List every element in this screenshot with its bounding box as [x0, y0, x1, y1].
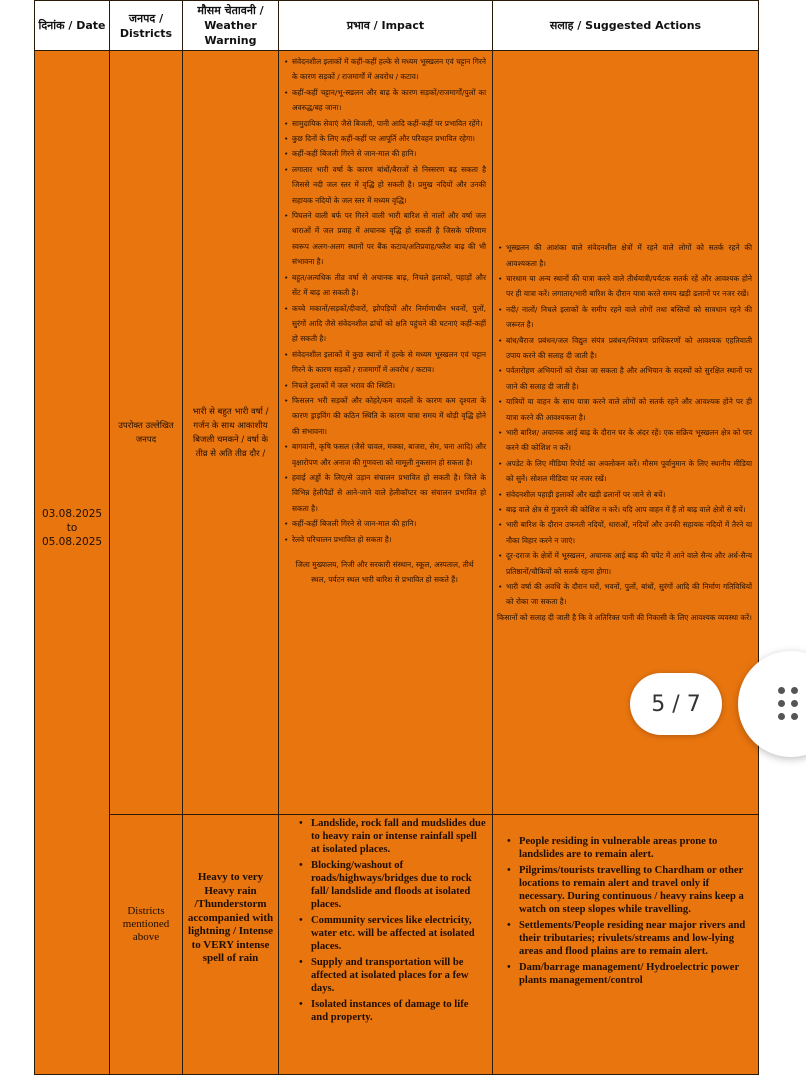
list-item: • भारी बारिश/ अचानक आई बाढ़ के दौरान घर के अंदर रहें। एक सक्रिय भूस्खलन क्षेत्र को पार करने की कोशिश न करें।	[497, 425, 752, 456]
list-item: • Blocking/washout of roads/highways/bridges due to rock fall/ landslide and floods at isolated places.	[299, 859, 486, 911]
actions-english	[493, 815, 759, 1075]
list-item: • फिसलन भरी सड़कों और कोहरे/कम बादलों के कारण कम दृश्यता के कारण ड्राइविंग की कठिन स्थिति के कारण यात्रा समय में थोड़ी वृद्धि होने की संभावना।	[283, 393, 486, 439]
list-item: • Landslide, rock fall and mudslides due to heavy rain or intense rainfall spell at isolated places.	[299, 817, 486, 856]
list-item: • People residing in vulnerable areas prone to landslides are to remain alert.	[507, 835, 752, 861]
header-districts: जनपद / Districts	[110, 1, 183, 51]
list-item: • रेलवे परिचालन प्रभावित हो सकता है।	[283, 532, 486, 547]
list-item: • कहीं-कहीं बिजली गिरने से जान-माल की हानि।	[283, 516, 486, 531]
date-cell	[35, 51, 110, 1075]
list-item: • सामुदायिक सेवाएं जैसे बिजली, पानी आदि कहीं-कहीं पर प्रभावित रहेंगे।	[283, 116, 486, 131]
header-actions: सलाह / Suggested Actions	[493, 1, 759, 51]
impact-english-list	[299, 817, 486, 1024]
warning-hindi	[183, 51, 279, 815]
list-item: • संवेदनशील इलाकों में कुछ स्थानों में हल्के से मध्यम भूस्खलन एवं चट्टान गिरने के कारण सड़कों / राजमार्गों में अवरोध / कटाव।	[283, 347, 486, 378]
districts-hindi-text: उपरोक्त उल्लेखित जनपद	[118, 420, 174, 445]
page-indicator-label: 5 / 7	[651, 691, 701, 717]
list-item: • संवेदनशील पहाड़ी इलाकों और खड़ी ढलानों पर जाने से बचें।	[497, 487, 752, 502]
list-item: • कहीं-कहीं बिजली गिरने से जान-माल की हानि।	[283, 146, 486, 161]
list-item: • भारी वर्षा की अवधि के दौरान घरों, भवनों, पुलों, बांधों, सुरंगों आदि की निर्माण गतिविधियों को रोका जा सकता है।	[497, 579, 752, 610]
header-date: दिनांक / Date	[35, 1, 110, 51]
list-item: • बाढ़ वाले क्षेत्र से गुजरने की कोशिश न करें। यदि आप वाहन में हैं तो बाढ़ वाले क्षेत्रों से बचें।	[497, 502, 752, 517]
list-item: • दूर-दराज के क्षेत्रों में भूस्खलन, अचानक आई बाढ़ की चपेट में आने वाले सैन्य और अर्ध-सैन्य प्रतिष्ठानों/चौकियों को सतर्क रहना होगा।	[497, 548, 752, 579]
date-range: 03.08.2025 to 05.08.2025	[41, 507, 103, 548]
list-item: • पिघलने वाली बर्फ पर गिरने वाली भारी बारिश से नालों और वर्षा जल धाराओं में जल प्रवाह में अचानक वृद्धि हो सकती है जिसके परिणाम स्वरूप अलग-अलग स्थानों पर बैंक कटाव/अतिप्रवाह/फ्लैश बाढ़ की भी संभावना है।	[283, 208, 486, 270]
list-item: • Dam/barrage management/ Hydroelectric power plants management/control	[507, 961, 752, 987]
list-item: • कुछ दिनों के लिए कहीं-कहीं पर आपूर्ति और परिवहन प्रभावित रहेगा।	[283, 131, 486, 146]
actions-hindi-note: किसानों को सलाह दी जाती है कि वे अतिरिक्त पानी की निकासी के लिए आवश्यक व्यवस्था करें।	[497, 612, 752, 622]
warning-hindi-text: भारी से बहुत भारी वर्षा / गर्जन के साथ आकाशीय बिजली चमकने / वर्षा के तीव्र से अति तीव्र दौर /	[192, 406, 269, 459]
list-item: • Community services like electricity, water etc. will be affected at isolated places.	[299, 914, 486, 953]
list-item: • भूस्खलन की आशंका वाले संवेदनशील क्षेत्रों में रहने वाले लोगों को सतर्क रहने की आवश्यकता है।	[497, 240, 752, 271]
list-item: • लगातार भारी वर्षा के कारण बांधों/बैराजों से निस्सरण बढ़ सकता है जिससे नदी जल स्तर में वृद्धि हो सकती है। प्रमुख नदियों और उनकी सहायक नदियों के जल स्तर में मध्यम वृद्धि।	[283, 162, 486, 208]
list-item: • कहीं-कहीं चट्टान/भू-स्खलन और बाढ़ के कारण सड़कों/राजमार्गों/पुलों का अवरुद्ध/बह जाना।	[283, 85, 486, 116]
list-item: • Pilgrims/tourists travelling to Chardham or other locations to remain alert and travel only if necessary. During continuous / heavy rains keep a watch on steep slopes while travelling.	[507, 864, 752, 916]
list-item: • बागवानी, कृषि फसल (जैसे चावल, मक्का, बाजरा, सेम, चना आदि) और वृक्षारोपण और अनाज की गुणवत्ता को मामूली नुकसान हो सकता है।	[283, 439, 486, 470]
list-item: • बांध/बैराज प्रबंधन/जल विद्युत संयंत्र प्रबंधन/नियंत्रण प्राधिकरणों को आवश्यक एहतियाती उपाय करने की सलाह दी जाती है।	[497, 333, 752, 364]
list-item: • हवाई अड्डों के लिए/से उड़ान संचालन प्रभावित हो सकती है। जिले के विभिन्न हेलीपैडों से आने-जाने वाले हेलीकॉप्टर का संचालन प्रभावित हो सकता है।	[283, 470, 486, 516]
list-item: • पर्वतारोहण अभियानों को रोका जा सकता है और अभियान के सदस्यों को सुरक्षित स्थानों पर जाने की सलाह दी जाती है।	[497, 363, 752, 394]
table-row-english	[35, 815, 759, 1075]
list-item: • अपडेट के लिए मीडिया रिपोर्ट का अवलोकन करें। मौसम पूर्वानुमान के लिए स्थानीय मीडिया को सुनें। सोशल मीडिया पर नजर रखें।	[497, 456, 752, 487]
warning-english-text: Heavy to very Heavy rain /Thunderstorm accompanied with lightning / Intense to VERY intense spell of rain	[187, 871, 274, 965]
header-warning: मौसम चेतावनी / Weather Warning	[183, 1, 279, 51]
list-item: • संवेदनशील इलाकों में कहीं-कहीं हल्के से मध्यम भूस्खलन एवं चट्टान गिरने के कारण सड़कों / राजमार्गों में अवरोध / कटाव।	[283, 54, 486, 85]
page-indicator	[630, 673, 722, 735]
list-item: • कच्चे मकानों/सड़कों/दीवारों, झोपड़ियों और निर्माणाधीन भवनों, पुलों, सुरंगों आदि जैसे संवेदनशील ढांचों को क्षति पहुंचने की घटनाएं कहीं-कहीं हो सकती है।	[283, 301, 486, 347]
list-item: • नदी/ नालों/ निचले इलाकों के समीप रहने वाले लोगों तथा बस्तियों को सावधान रहने की जरूरत है।	[497, 302, 752, 333]
impact-english	[279, 815, 493, 1075]
actions-hindi-list	[497, 240, 752, 610]
list-item: • यात्रियों या वाहन के साथ यात्रा करने वाले लोगों को सतर्क रहने और आवश्यक होने पर ही यात्रा करने की आवश्यकता है।	[497, 394, 752, 425]
impact-hindi	[279, 51, 493, 815]
list-item: • बहुत/अत्यधिक तीव्र वर्षा से अचानक बाढ़, निचले इलाकों, पहाड़ों और सेंट में बाढ़ आ सकती है।	[283, 270, 486, 301]
list-item: • चारधाम या अन्य स्थानों की यात्रा करने वाले तीर्थयात्री/पर्यटक सतर्क रहें और आवश्यक होने पर ही यात्रा करें। लगातार/भारी बारिश के दौरान यात्रा करते समय खड़ी ढलानों पर नजर रखें।	[497, 271, 752, 302]
more-dots-icon	[778, 687, 802, 721]
weather-warning-table	[34, 0, 759, 1075]
list-item: • Settlements/People residing near major rivers and their tributaries; rivulets/streams and low-lying areas and flood plains are to remain alert.	[507, 919, 752, 958]
list-item: • भारी बारिश के दौरान उफनती नदियों, धाराओं, नदियों और उनकी सहायक नदियों में तैरने या नौका विहार करने न जाएं।	[497, 517, 752, 548]
districts-english	[110, 815, 183, 1075]
impact-hindi-list	[283, 54, 486, 547]
header-impact: प्रभाव / Impact	[279, 1, 493, 51]
list-item: • Isolated instances of damage to life and property.	[299, 998, 486, 1024]
warning-english	[183, 815, 279, 1075]
table-header-row	[35, 1, 759, 51]
list-item: • Supply and transportation will be affected at isolated places for a few days.	[299, 956, 486, 995]
districts-hindi	[110, 51, 183, 815]
districts-english-text: Districts mentioned above	[122, 905, 170, 943]
list-item: • निचले इलाकों में जल भराव की स्थिति।	[283, 378, 486, 393]
impact-hindi-note: जिला मुख्यालय, निजी और सरकारी संस्थान, स्कूल, अस्पताल, तीर्थ स्थल, पर्यटन स्थल भारी बारिश से प्रभावित हो सकते हैं।	[295, 560, 474, 584]
actions-english-list	[507, 835, 752, 987]
